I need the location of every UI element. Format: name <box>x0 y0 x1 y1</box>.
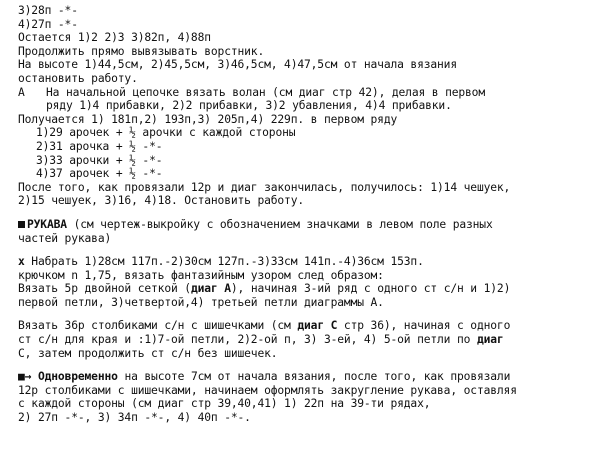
sleeve-title: РУКАВА <box>27 217 67 231</box>
text-line: 2)15 чешуек, 3)16, 4)18. Остановить работу. <box>18 194 305 208</box>
diagram-ref: диаг <box>476 333 504 347</box>
text-line: После того, как провязали 12р и диаг закончилась, получилось: 1)14 чешуек, <box>18 180 511 194</box>
ruffle-instruction-line <box>18 86 594 100</box>
text-line: первой петли, 3)четвертой,4) третьей петли диаграммы А. <box>18 295 384 309</box>
bullet-square-icon <box>18 221 25 228</box>
arch-line: 2)31 арочка + ½ -*- <box>36 139 163 153</box>
text-line: Продолжить прямо вывязывать ворстник. <box>18 44 265 58</box>
text-line: 4)27п -*- <box>18 17 78 31</box>
sleeve-heading-line <box>18 218 594 232</box>
text-line: остановить работу. <box>18 71 138 85</box>
arch-line: 3)33 арочки + ½ -*- <box>36 153 163 167</box>
text-line: крючком n 1,75, вязать фантазийным узором след образом: <box>18 268 384 282</box>
text-line: Получается 1) 181п,2) 193п,3) 205п,4) 229п. в первом ряду <box>18 112 398 126</box>
simultaneously-word: Одновременно <box>37 370 118 384</box>
arch-line: 1)29 арочек + ½ арочки с каждой стороны <box>36 126 296 140</box>
text-segment: Вязать 36р столбиками с/н с шишечками (см <box>18 319 298 333</box>
diagram-ref: диаг А <box>190 282 231 296</box>
text-line: С, затем продолжить ст с/н без шишечек. <box>18 346 278 360</box>
text-segment: на высоте 7см от начала вязания, после того, как провязали <box>117 370 511 384</box>
text-line: 2) 27п -*-, 3) 34п -*-, 4) 40п -*-. <box>18 411 251 425</box>
arrow-marker-icon: ■→ <box>18 370 32 384</box>
marker-a: А <box>18 85 25 99</box>
bobble-line <box>18 333 594 347</box>
text-line: с каждой стороны (см диаг стр 39,40,41) 1) 22п на 39-ти рядах, <box>18 397 431 411</box>
pattern-line <box>18 282 594 296</box>
text-segment: Вязать 5р двойной сеткой ( <box>18 282 191 296</box>
text-segment: ст с/н для края и :1)7-ой петли, 2)2-ой п, 3) 3-ей, 4) 5-ой петли по <box>18 333 477 347</box>
bobble-line <box>18 319 594 333</box>
cast-on-line <box>18 255 594 269</box>
text-line: 3)28п -*- <box>18 4 78 17</box>
text-segment: стр 36), начиная с одного <box>337 319 511 333</box>
diagram-ref: диаг С <box>297 319 338 333</box>
text-segment: На начальной цепочке вязать волан (см диаг стр 42), делая в первом <box>46 85 485 99</box>
remaining-stitches-line: Остается 1)2 2)3 3)82п, 4)88п <box>18 31 211 45</box>
text-line: На высоте 1)44,5см, 2)45,5см, 3)46,5см, 4)47,5см от начала вязания <box>18 58 457 72</box>
text-line <box>18 99 594 113</box>
text-segment: ), начиная 3-ий ряд с одного ст с/н и 1)2) <box>230 282 511 296</box>
text-segment: (см чертеж-выкройку с обозначением значками в левом поле разных <box>66 217 493 231</box>
text-segment: Набрать 1)28см 117п.-2)30см 127п.-3)33см 141п.-4)36см 153п. <box>24 255 424 269</box>
cross-marker: x <box>18 255 25 269</box>
arch-line: 4)37 арочек + ½ -*- <box>36 167 163 181</box>
text-line: частей рукава) <box>18 231 112 245</box>
text-line: 12р столбиками с шишечками, начинаем оформлять закругление рукава, оставляя <box>18 383 517 397</box>
text-segment: ряду 1)4 прибавки, 2)2 прибавки, 3)2 убавления, 4)4 прибавки. <box>46 99 452 113</box>
simultaneously-line <box>18 370 594 384</box>
